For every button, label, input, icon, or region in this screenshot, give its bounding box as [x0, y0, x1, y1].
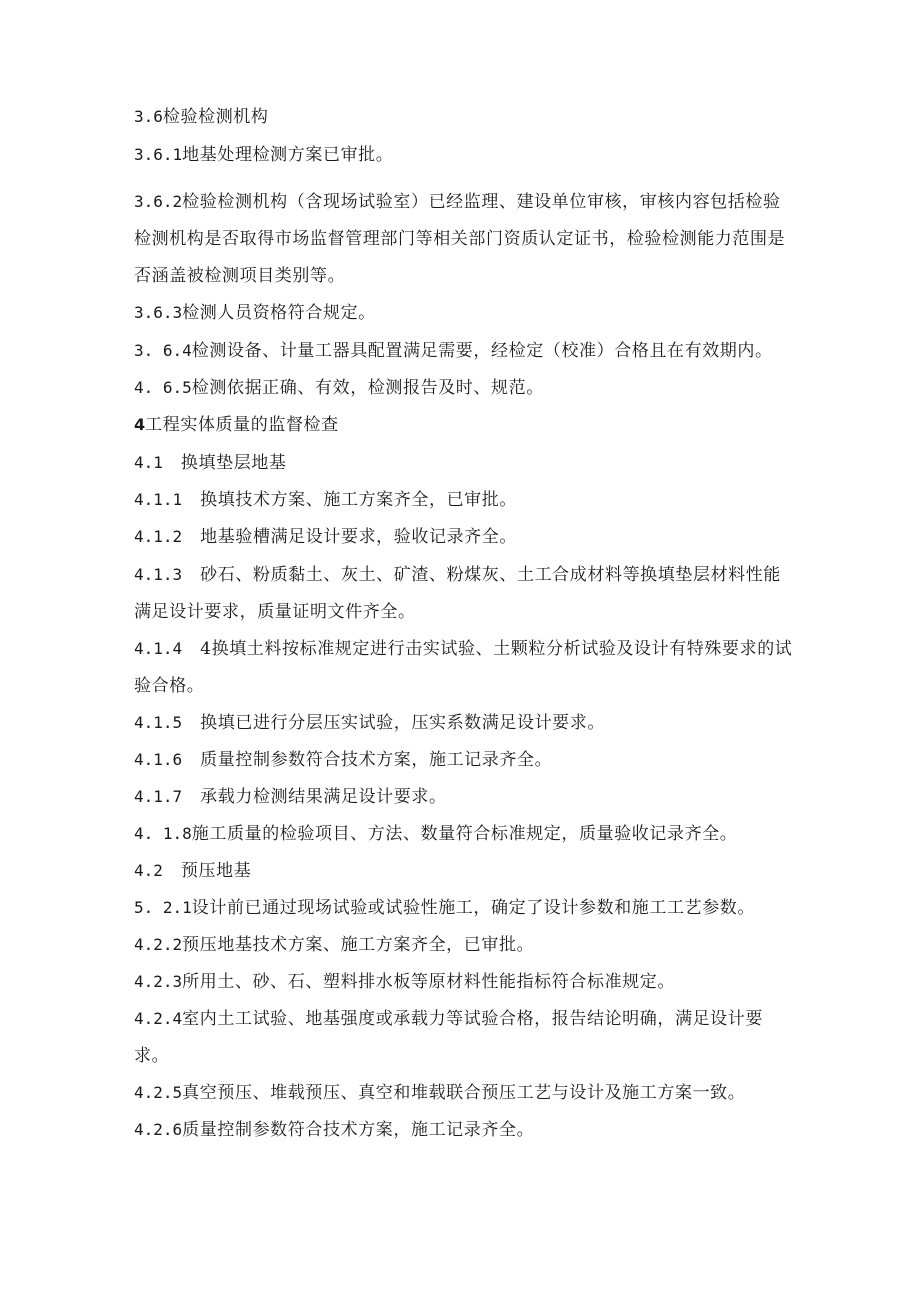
section-heading-4-1 [134, 444, 796, 482]
clause-number: 3. 6.4 [134, 341, 192, 360]
clause-4-1-5 [134, 704, 796, 742]
clause-number: 4.2.2 [134, 935, 183, 954]
section-heading-4-2 [134, 852, 796, 890]
clause-text: 真空预压、堆载预压、真空和堆载联合预压工艺与设计及施工方案一致。 [182, 1083, 746, 1103]
clause-text: 地基处理检测方案已审批。 [182, 145, 394, 165]
clause-4-1-2 [134, 518, 796, 556]
clause-number: 4. 1.8 [134, 824, 192, 843]
clause-4-1-4 [134, 630, 796, 705]
clause-text: 预压地基技术方案、施工方案齐全，已审批。 [182, 935, 535, 955]
clause-4-2-4 [134, 1000, 796, 1075]
clause-4-1-6 [134, 741, 796, 779]
section-number: 3.6 [134, 107, 163, 126]
clause-text: 检测依据正确、有效，检测报告及时、规范。 [191, 378, 544, 398]
section-text: 换填垫层地基 [162, 453, 287, 473]
chapter-number: 4 [134, 415, 146, 434]
clause-4-1-1 [134, 481, 796, 519]
chapter-title: 工程实体质量的监督检查 [145, 415, 339, 435]
clause-4-6-5 [134, 369, 796, 407]
clause-number: 4. 6.5 [134, 378, 192, 397]
clause-number: 4.1.6 [134, 750, 183, 769]
section-text: 检验检测机构 [162, 107, 269, 127]
clause-number: 4.2.5 [134, 1083, 183, 1102]
section-heading-3-6 [134, 98, 796, 136]
clause-text: 检测设备、计量工器具配置满足需要，经检定（校准）合格且在有效期内。 [191, 341, 773, 361]
clause-text: 室内土工试验、地基强度或承载力等试验合格，报告结论明确，满足设计要求。 [134, 1009, 763, 1066]
section-text: 预压地基 [162, 861, 252, 881]
clause-3-6-3 [134, 294, 796, 332]
clause-4-1-8 [134, 815, 796, 853]
section-number: 4.2 [134, 861, 163, 880]
clause-4-2-3 [134, 963, 796, 1001]
clause-number: 3.6.2 [134, 192, 183, 211]
clause-number: 3.6.1 [134, 145, 183, 164]
clause-text: 砂石、粉质黏土、灰土、矿渣、粉煤灰、土工合成材料等换填垫层材料性能满足设计要求，质量证明文件齐全。 [134, 565, 781, 622]
clause-number: 4.1.7 [134, 787, 183, 806]
clause-number: 4.2.6 [134, 1120, 183, 1139]
clause-text: 检验检测机构（含现场试验室）已经监理、建设单位审核，审核内容包括检验检测机构是否取得市场监督管理部门等相关部门资质认定证书，检验检测能力范围是否涵盖被检测项目类别等。 [134, 192, 786, 286]
clause-text: 承载力检测结果满足设计要求。 [182, 787, 447, 807]
clause-text: 设计前已通过现场试验或试验性施工，确定了设计参数和施工工艺参数。 [191, 898, 755, 918]
clause-text: 换填技术方案、施工方案齐全，已审批。 [182, 490, 517, 510]
section-number: 4.1 [134, 453, 163, 472]
clause-4-2-6 [134, 1111, 796, 1149]
clause-text: 换填已进行分层压实试验，压实系数满足设计要求。 [182, 713, 605, 733]
clause-text: 所用土、砂、石、塑料排水板等原材料性能指标符合标准规定。 [182, 972, 675, 992]
clause-number: 4.1.3 [134, 565, 183, 584]
clause-text: 检测人员资格符合规定。 [182, 303, 376, 323]
clause-number: 5. 2.1 [134, 898, 192, 917]
clause-4-2-2 [134, 926, 796, 964]
clause-4-1-3 [134, 556, 796, 631]
clause-number: 4.2.3 [134, 972, 183, 991]
clause-number: 3.6.3 [134, 303, 183, 322]
clause-4-1-7 [134, 778, 796, 816]
clause-3-6-4 [134, 332, 796, 370]
clause-number: 4.1.1 [134, 490, 183, 509]
clause-number: 4.1.2 [134, 527, 183, 546]
clause-text: 质量控制参数符合技术方案，施工记录齐全。 [182, 750, 553, 770]
chapter-heading-4 [134, 406, 796, 444]
clause-4-2-5 [134, 1074, 796, 1112]
clause-3-6-1 [134, 136, 796, 174]
clause-text: 质量控制参数符合技术方案，施工记录齐全。 [182, 1120, 535, 1140]
clause-text: 4换填土料按标准规定进行击实试验、土颗粒分析试验及设计有特殊要求的试验合格。 [134, 639, 793, 696]
clause-number: 4.1.4 [134, 639, 183, 658]
clause-number: 4.2.4 [134, 1009, 183, 1028]
clause-text: 地基验槽满足设计要求，验收记录齐全。 [182, 527, 517, 547]
clause-number: 4.1.5 [134, 713, 183, 732]
clause-text: 施工质量的检验项目、方法、数量符合标准规定，质量验收记录齐全。 [191, 824, 738, 844]
clause-5-2-1 [134, 889, 796, 927]
clause-3-6-2 [134, 183, 796, 295]
